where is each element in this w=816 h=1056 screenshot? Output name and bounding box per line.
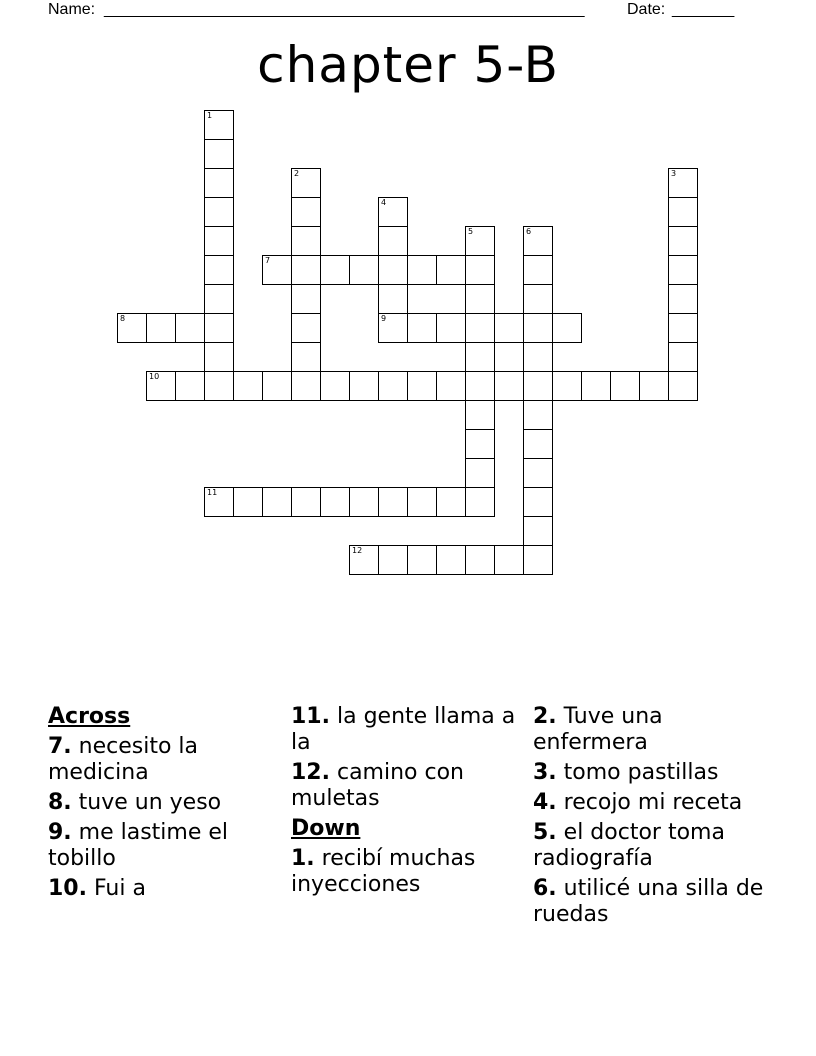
crossword-cell[interactable] bbox=[291, 313, 321, 343]
crossword-cell[interactable] bbox=[407, 313, 437, 343]
crossword-cell[interactable] bbox=[320, 487, 350, 517]
crossword-cell[interactable] bbox=[204, 342, 234, 372]
crossword-cell[interactable] bbox=[436, 255, 466, 285]
crossword-cell[interactable] bbox=[668, 371, 698, 401]
crossword-cell[interactable] bbox=[436, 545, 466, 575]
clue-number: 3 bbox=[671, 169, 677, 178]
clue-column-2 bbox=[291, 704, 526, 902]
crossword-cell[interactable] bbox=[523, 487, 553, 517]
crossword-cell[interactable] bbox=[465, 487, 495, 517]
crossword-cell[interactable] bbox=[204, 313, 234, 343]
crossword-cell[interactable] bbox=[291, 168, 321, 198]
clue-number: 2 bbox=[294, 169, 300, 178]
crossword-cell[interactable] bbox=[494, 313, 524, 343]
clue-number: 12 bbox=[352, 546, 363, 555]
crossword-cell[interactable] bbox=[465, 342, 495, 372]
crossword-cell[interactable] bbox=[668, 168, 698, 198]
crossword-cell[interactable] bbox=[523, 284, 553, 314]
crossword-cell[interactable] bbox=[668, 197, 698, 227]
crossword-cell[interactable] bbox=[204, 139, 234, 169]
crossword-cell[interactable] bbox=[581, 371, 611, 401]
down-clue-6: 6. utilicé una silla de ruedas bbox=[533, 876, 764, 927]
crossword-cell[interactable] bbox=[465, 545, 495, 575]
crossword-cell[interactable] bbox=[523, 545, 553, 575]
crossword-cell[interactable] bbox=[668, 342, 698, 372]
clue-number: 5 bbox=[468, 227, 474, 236]
crossword-cell[interactable] bbox=[523, 371, 553, 401]
crossword-cell[interactable] bbox=[204, 168, 234, 198]
crossword-cell[interactable] bbox=[204, 255, 234, 285]
crossword-cell[interactable] bbox=[349, 545, 379, 575]
crossword-cell[interactable] bbox=[204, 226, 234, 256]
crossword-cell[interactable] bbox=[523, 429, 553, 459]
crossword-cell[interactable] bbox=[204, 110, 234, 140]
crossword-cell[interactable] bbox=[523, 458, 553, 488]
down-clue-4: 4. recojo mi receta bbox=[533, 790, 743, 815]
crossword-cell[interactable] bbox=[523, 400, 553, 430]
crossword-cell[interactable] bbox=[552, 371, 582, 401]
crossword-cell[interactable] bbox=[523, 313, 553, 343]
crossword-cell[interactable] bbox=[494, 371, 524, 401]
clue-number: 7 bbox=[265, 256, 271, 265]
crossword-cell[interactable] bbox=[175, 313, 205, 343]
across-clue-8: 8. tuve un yeso bbox=[48, 790, 222, 815]
crossword-cell[interactable] bbox=[233, 371, 263, 401]
crossword-cell[interactable] bbox=[465, 313, 495, 343]
crossword-cell[interactable] bbox=[291, 284, 321, 314]
crossword-cell[interactable] bbox=[465, 429, 495, 459]
crossword-cell[interactable] bbox=[291, 226, 321, 256]
crossword-cell[interactable] bbox=[204, 197, 234, 227]
crossword-cell[interactable] bbox=[407, 255, 437, 285]
crossword-cell[interactable] bbox=[378, 284, 408, 314]
crossword-cell[interactable] bbox=[465, 458, 495, 488]
crossword-cell[interactable] bbox=[523, 226, 553, 256]
crossword-cell[interactable] bbox=[436, 371, 466, 401]
clue-column-3 bbox=[533, 704, 768, 932]
across-clue-9: 9. me lastime el tobillo bbox=[48, 820, 229, 871]
across-clue-7: 7. necesito la medicina bbox=[48, 734, 199, 785]
crossword-cell[interactable] bbox=[465, 400, 495, 430]
page-title: chapter 5-B bbox=[257, 36, 559, 94]
crossword-cell[interactable] bbox=[436, 313, 466, 343]
crossword-cell[interactable] bbox=[378, 226, 408, 256]
crossword-cell[interactable] bbox=[494, 545, 524, 575]
crossword-cell[interactable] bbox=[320, 371, 350, 401]
crossword-cell[interactable] bbox=[349, 255, 379, 285]
crossword-cell[interactable] bbox=[291, 371, 321, 401]
name-field[interactable]: ______________________________________________________ bbox=[104, 1, 585, 18]
crossword-cell[interactable] bbox=[291, 255, 321, 285]
crossword-cell[interactable] bbox=[378, 487, 408, 517]
crossword-cell[interactable] bbox=[204, 487, 234, 517]
crossword-cell[interactable] bbox=[349, 487, 379, 517]
crossword-cell[interactable] bbox=[146, 313, 176, 343]
across-clue-10: 10. Fui a bbox=[48, 876, 146, 901]
down-clue-2: 2. Tuve una enfermera bbox=[533, 704, 663, 755]
crossword-cell[interactable] bbox=[407, 545, 437, 575]
crossword-cell[interactable] bbox=[465, 284, 495, 314]
clue-number: 8 bbox=[120, 314, 126, 323]
crossword-cell[interactable] bbox=[175, 371, 205, 401]
date-label: Date: bbox=[627, 1, 666, 18]
clue-number: 4 bbox=[381, 198, 387, 207]
clue-column-1 bbox=[48, 704, 283, 906]
clue-number: 11 bbox=[207, 488, 218, 497]
crossword-cell[interactable] bbox=[465, 226, 495, 256]
crossword-cell[interactable] bbox=[668, 255, 698, 285]
name-label: Name: bbox=[48, 1, 96, 18]
down-clue-5: 5. el doctor toma radiografía bbox=[533, 820, 725, 871]
crossword-cell[interactable] bbox=[407, 371, 437, 401]
down-clue-1: 1. recibí muchas inyecciones bbox=[291, 846, 476, 897]
crossword-cell[interactable] bbox=[262, 487, 292, 517]
crossword-cell[interactable] bbox=[349, 371, 379, 401]
crossword-cell[interactable] bbox=[639, 371, 669, 401]
crossword-cell[interactable] bbox=[523, 342, 553, 372]
clue-number: 9 bbox=[381, 314, 387, 323]
crossword-cell[interactable] bbox=[378, 255, 408, 285]
down-heading: Down bbox=[291, 816, 361, 841]
down-clue-3: 3. tomo pastillas bbox=[533, 760, 719, 785]
crossword-cell[interactable] bbox=[668, 284, 698, 314]
across-clue-12: 12. camino con muletas bbox=[291, 760, 464, 811]
crossword-cell[interactable] bbox=[668, 313, 698, 343]
crossword-cell[interactable] bbox=[204, 284, 234, 314]
clue-number: 6 bbox=[526, 227, 532, 236]
crossword-cell[interactable] bbox=[146, 371, 176, 401]
crossword-cell[interactable] bbox=[523, 516, 553, 546]
across-heading: Across bbox=[48, 704, 131, 729]
crossword-cell[interactable] bbox=[523, 255, 553, 285]
crossword-cell[interactable] bbox=[291, 487, 321, 517]
crossword-cell[interactable] bbox=[407, 487, 437, 517]
crossword-cell[interactable] bbox=[291, 197, 321, 227]
crossword-cell[interactable] bbox=[552, 313, 582, 343]
crossword-cell[interactable] bbox=[378, 313, 408, 343]
crossword-cell[interactable] bbox=[668, 226, 698, 256]
crossword-cell[interactable] bbox=[233, 487, 263, 517]
crossword-cell[interactable] bbox=[291, 342, 321, 372]
crossword-cell[interactable] bbox=[465, 255, 495, 285]
clue-number: 10 bbox=[149, 372, 160, 381]
crossword-cell[interactable] bbox=[378, 545, 408, 575]
crossword-cell[interactable] bbox=[117, 313, 147, 343]
crossword-cell[interactable] bbox=[610, 371, 640, 401]
crossword-cell[interactable] bbox=[465, 371, 495, 401]
crossword-cell[interactable] bbox=[378, 371, 408, 401]
crossword-cell[interactable] bbox=[378, 197, 408, 227]
date-field[interactable]: _______ bbox=[672, 1, 735, 18]
crossword-cell[interactable] bbox=[436, 487, 466, 517]
clue-number: 1 bbox=[207, 111, 213, 120]
crossword-cell[interactable] bbox=[262, 371, 292, 401]
crossword-cell[interactable] bbox=[262, 255, 292, 285]
crossword-cell[interactable] bbox=[320, 255, 350, 285]
crossword-cell[interactable] bbox=[204, 371, 234, 401]
across-clue-11: 11. la gente llama a la bbox=[291, 704, 516, 755]
